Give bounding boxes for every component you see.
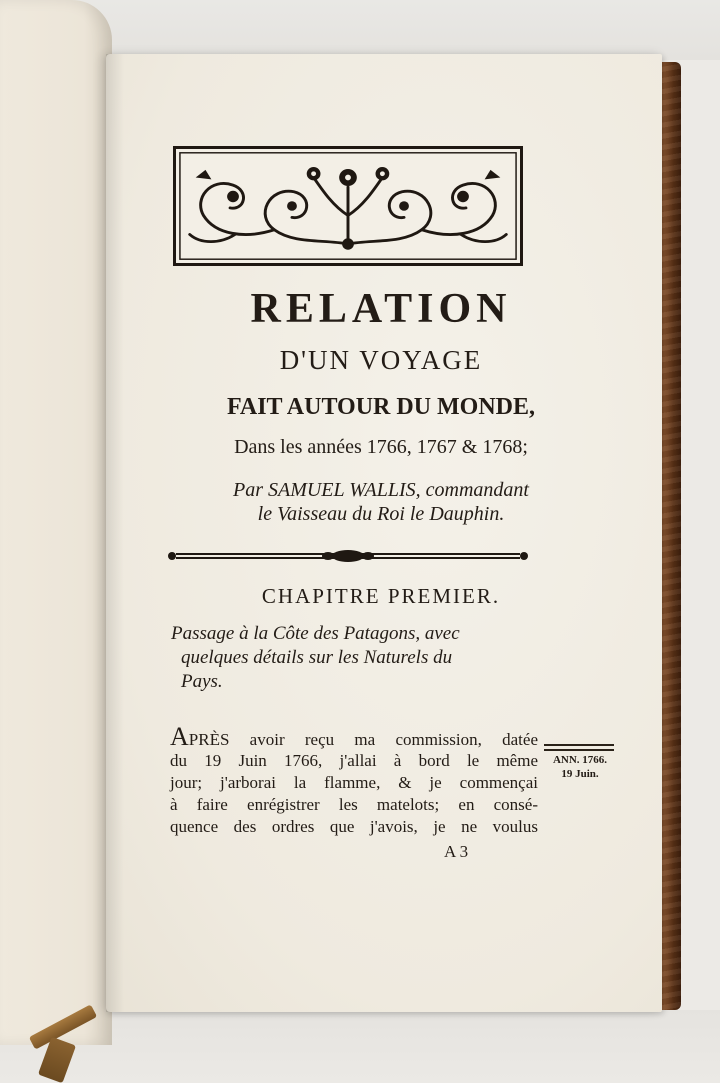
previous-page [0,0,112,1045]
margin-note-year: ANN. 1766. [552,754,608,766]
body-text-line-2: du 19 Juin 1766, j'allai à bord le même [170,751,538,770]
subtitle-line-2: FAIT AUTOUR DU MONDE, [226,394,536,420]
body-text-line-1 [170,722,538,751]
author-byline: Par SAMUEL WALLIS, commandant [232,479,529,501]
subtitle-line-1: D'UN VOYAGE [279,345,483,375]
chapter-heading: CHAPITRE PREMIER. [261,584,501,608]
body-text-line-1-rest: PRÈS avoir reçu ma commission, datée [188,730,538,749]
body-text-line-4: à faire enrégistrer les matelots; en consé- [170,795,538,814]
ornamental-rule [166,548,530,564]
margin-rule-top [544,744,614,746]
margin-rule-bottom [544,749,614,751]
chapter-summary-line-2: quelques détails sur les Naturels du [181,647,453,668]
margin-note-date: 19 Juin. [561,768,599,780]
body-text-line-3: jour; j'arborai la flamme, & je commençai [170,773,538,792]
chapter-summary-line-3: Pays. [181,671,223,692]
chapter-summary-line-1: Passage à la Côte des Patagons, avec [171,623,460,644]
author-byline-continued: le Vaisseau du Roi le Dauphin. [257,503,505,525]
book-page [106,54,662,1012]
ornamental-headpiece [173,146,523,266]
signature-mark: A 3 [444,842,469,861]
voyage-dates: Dans les années 1766, 1767 & 1768; [234,436,528,458]
drop-cap: A [170,722,189,751]
floral-ornament-icon [176,149,520,263]
book-title: RELATION [250,286,512,332]
body-text-line-5: quence des ordres que j'avois, je ne voulus [170,817,538,836]
